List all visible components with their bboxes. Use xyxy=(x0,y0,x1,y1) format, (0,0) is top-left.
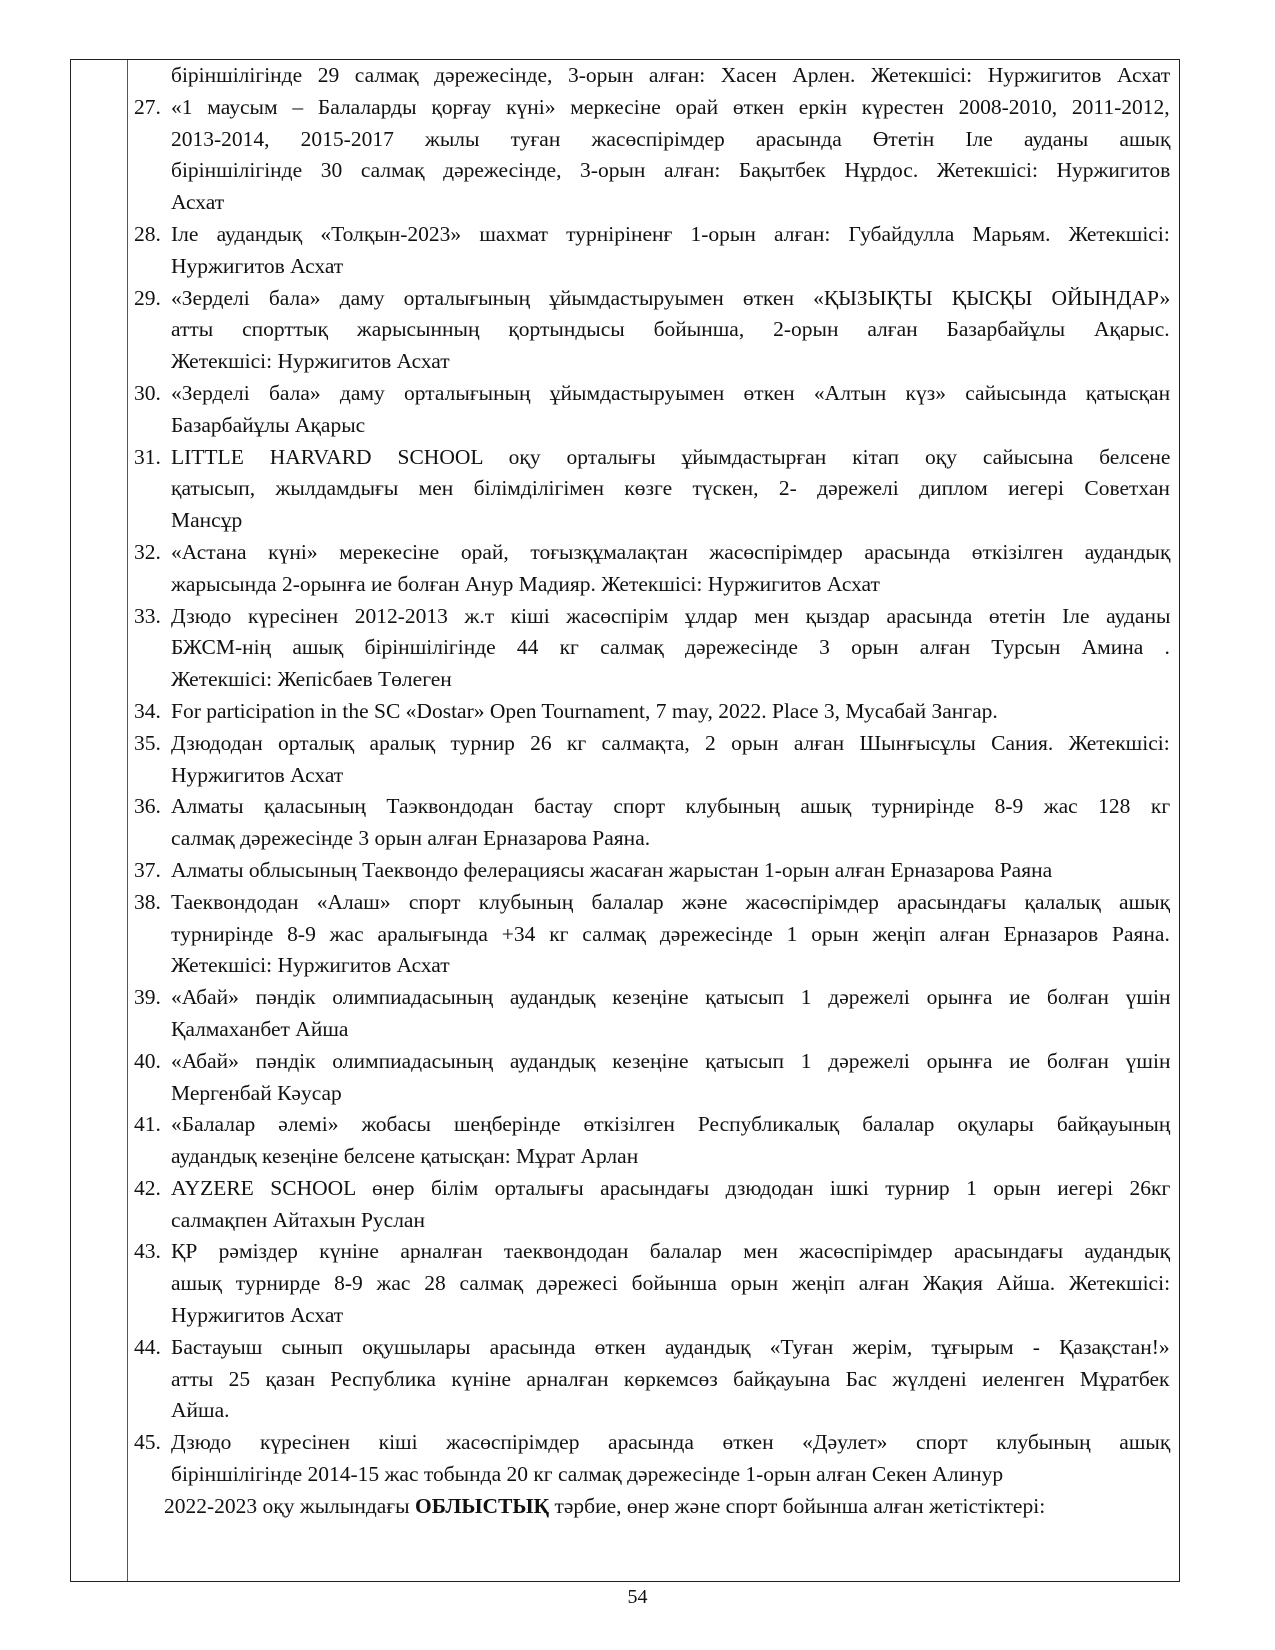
list-item-line xyxy=(134,378,1170,410)
section-heading-after: тәрбие, өнер және спорт бойынша алған жетістіктері: xyxy=(549,1493,1046,1518)
list-item-text: «Абай» пәндік олимпиадасының аудандық кезеңіне қатысып 1 дәрежелі орынға ие болған үшін xyxy=(171,1048,1171,1073)
list-item-line xyxy=(134,1364,1170,1396)
list-item-text: «Балалар әлемі» жобасы шеңберінде өткізілген Республикалық балалар оқулары байқауының xyxy=(171,1112,1171,1137)
list-item xyxy=(134,1332,1170,1427)
list-item-line xyxy=(134,569,1170,601)
list-item-text: Жетекшісі: Жепісбаев Төлеген xyxy=(171,667,452,692)
list-item-text: Жетекшісі: Нуржигитов Асхат xyxy=(171,349,450,374)
list-item xyxy=(134,283,1170,378)
list-item-text: «Зерделі бала» даму орталығының ұйымдастыруымен өткен «Алтын күз» сайысында қатысқан xyxy=(171,380,1171,405)
list-item-line xyxy=(134,728,1170,760)
list-item-text: Бастауыш сынып оқушылары арасында өткен аудандық «Туған жерім, тұғырым - Қазақстан!» xyxy=(171,1334,1170,1359)
list-item xyxy=(134,601,1170,696)
list-item-line xyxy=(134,982,1170,1014)
list-item-text: Базарбайұлы Ақарыс xyxy=(171,412,366,437)
list-item-line xyxy=(134,473,1170,505)
list-item-line xyxy=(134,283,1170,315)
list-item-line xyxy=(134,1109,1170,1141)
list-item-text: біріншілігінде 30 салмақ дәрежесінде, 3-орын алған: Бақытбек Нұрдос. Жетекшісі: Нуржигитов xyxy=(171,158,1171,183)
list-item-line xyxy=(134,219,1170,251)
list-item xyxy=(134,219,1170,283)
list-item-text: турнирінде 8-9 жас аралығында +34 кг салмақ дәрежесінде 1 орын жеңіп алған Ерназаров Раяна. xyxy=(171,921,1170,946)
list-item-number: 28. xyxy=(134,221,161,246)
list-item-number: 41. xyxy=(134,1112,161,1137)
list-item xyxy=(134,1236,1170,1331)
list-item-line xyxy=(134,410,1170,442)
list-item-text: атты спорттық жарысынның қортындысы бойынша, 2-орын алған Базарбайұлы Ақарыс. xyxy=(171,317,1170,342)
list-item-line xyxy=(134,1141,1170,1173)
list-item xyxy=(134,1046,1170,1110)
list-item-text: жарысында 2-орынға ие болған Анур Мадияр. Жетекшісі: Нуржигитов Асхат xyxy=(171,571,880,596)
list-item-number: 37. xyxy=(134,857,161,882)
list-item-text: Алматы қаласының Таэквондодан бастау спорт клубының ашық турнирінде 8-9 жас 128 кг xyxy=(171,794,1171,819)
list-item-line xyxy=(134,950,1170,982)
continuation-line xyxy=(134,60,1170,92)
list-item-text: AYZERE SCHOOL өнер білім орталығы арасындағы дзюдодан ішкі турнир 1 орын иегері 26кг xyxy=(171,1175,1171,1200)
list-item-number: 39. xyxy=(134,985,161,1010)
section-heading-bold: ОБЛЫСТЫҚ xyxy=(414,1493,550,1518)
list-item-text: Нуржигитов Асхат xyxy=(171,762,344,787)
list-item-line xyxy=(134,855,1170,887)
list-item-text: БЖСМ-нің ашық біріншілігінде 44 кг салмақ дәрежесінде 3 орын алған Турсын Амина . xyxy=(171,635,1170,660)
list-item-text: LITTLE HARVARD SCHOOL оқу орталығы ұйымдастырған кітап оқу сайысына белсене xyxy=(171,444,1171,469)
list-item-line xyxy=(134,601,1170,633)
list-item-text: Іле аудандық «Толқын-2023» шахмат турніріненғ 1-орын алған: Губайдулла Марьям. Жетекшісі: xyxy=(171,221,1170,246)
list-item-line xyxy=(134,1014,1170,1046)
section-heading-before: 2022-2023 оқу жылындағы xyxy=(164,1493,415,1518)
list-item-line xyxy=(134,632,1170,664)
list-item-line xyxy=(134,1205,1170,1237)
list-item-text: Мергенбай Кәусар xyxy=(171,1080,342,1105)
list-item-number: 27. xyxy=(134,94,161,119)
list-item-number: 32. xyxy=(134,539,161,564)
list-item-line xyxy=(134,251,1170,283)
list-item-line xyxy=(134,92,1170,124)
list-item xyxy=(134,887,1170,982)
list-item-number: 45. xyxy=(134,1430,161,1455)
list-item xyxy=(134,696,1170,728)
list-item-text: 2013-2014, 2015-2017 жылы туған жасөспірімдер арасында Өтетін Іле ауданы ашық xyxy=(171,126,1171,151)
list-item xyxy=(134,855,1170,887)
list-item-number: 42. xyxy=(134,1175,161,1200)
list-item-line xyxy=(134,664,1170,696)
list-item-text: Нуржигитов Асхат xyxy=(171,253,344,278)
list-item-line xyxy=(134,537,1170,569)
list-item-line xyxy=(134,1268,1170,1300)
list-item-line xyxy=(134,1046,1170,1078)
list-item-text: қатысып, жылдамдығы мен білімділігімен көзге түскен, 2- дәрежелі диплом иегері Советхан xyxy=(171,476,1170,501)
list-item-text: біріншілігінде 2014-15 жас тобында 20 кг салмақ дәрежесінде 1-орын алған Секен Алинур xyxy=(171,1462,1004,1487)
list-item-line xyxy=(134,1300,1170,1332)
list-item-line xyxy=(134,124,1170,156)
list-item-number: 38. xyxy=(134,889,161,914)
list-item-number: 34. xyxy=(134,698,161,723)
list-item xyxy=(134,537,1170,601)
list-item-line xyxy=(134,1173,1170,1205)
list-item-text: Мансұр xyxy=(171,508,243,533)
list-item-number: 33. xyxy=(134,603,161,628)
list-item-text: салмақпен Айтахын Руслан xyxy=(171,1207,425,1232)
list-item xyxy=(134,1109,1170,1173)
list-item-text: Алматы облысының Таеквондо фелерациясы жасаған жарыстан 1-орын алған Ерназарова Раяна xyxy=(171,857,1053,882)
list-item-number: 30. xyxy=(134,380,161,405)
list-item-line xyxy=(134,1236,1170,1268)
achievements-table xyxy=(70,59,1180,1582)
list-item-text: «Абай» пәндік олимпиадасының аудандық кезеңіне қатысып 1 дәрежелі орынға ие болған үшін xyxy=(171,985,1171,1010)
list-item-text: For participation in the SC «Dostar» Open Tournament, 7 may, 2022. Place 3, Мусабай Зангар. xyxy=(171,698,998,723)
list-item-text: Нуржигитов Асхат xyxy=(171,1303,344,1328)
list-item xyxy=(134,378,1170,442)
list-item-text: Асхат xyxy=(171,190,225,215)
list-item-line xyxy=(134,760,1170,792)
list-item-line xyxy=(134,346,1170,378)
list-item-line xyxy=(134,696,1170,728)
list-item-line xyxy=(134,887,1170,919)
list-item-line xyxy=(134,314,1170,346)
list-item-number: 31. xyxy=(134,444,161,469)
list-item-text: аудандық кезеңіне белсене қатысқан: Мұрат Арлан xyxy=(171,1144,639,1169)
list-item-number: 43. xyxy=(134,1239,161,1264)
list-item-line xyxy=(134,791,1170,823)
list-item-text: Дзюдо күресінен 2012-2013 ж.т кіші жасөспірім ұлдар мен қыздар арасында өтетін Іле ауданы xyxy=(171,603,1171,628)
achievements-list xyxy=(134,60,1170,1523)
list-item-text: Айша. xyxy=(171,1398,230,1423)
list-item-line xyxy=(134,919,1170,951)
page-number: 54 xyxy=(627,1586,648,1608)
list-item-text: Қалмаханбет Айша xyxy=(171,1016,349,1041)
list-item-text: Дзюдо күресінен кіші жасөспірімдер арасында өткен «Дәулет» спорт клубының ашық xyxy=(171,1430,1171,1455)
list-item xyxy=(134,1427,1170,1491)
list-item xyxy=(134,728,1170,792)
column-divider xyxy=(127,60,128,1581)
list-item-text: ҚР рәміздер күніне арналған таеквондодан балалар мен жасөспірімдер арасындағы аудандық xyxy=(171,1239,1171,1264)
list-item-number: 40. xyxy=(134,1048,161,1073)
list-item xyxy=(134,982,1170,1046)
list-item-number: 36. xyxy=(134,794,161,819)
list-item-line xyxy=(134,155,1170,187)
list-item-number: 35. xyxy=(134,730,161,755)
list-item-line xyxy=(134,505,1170,537)
list-item xyxy=(134,791,1170,855)
list-item-line xyxy=(134,1078,1170,1110)
list-item-text: Дзюдодан орталық аралық турнир 26 кг салмақта, 2 орын алған Шынғысұлы Сания. Жетекшісі: xyxy=(171,730,1170,755)
list-item-text: ашық турнирде 8-9 жас 28 салмақ дәрежесі бойынша орын жеңіп алған Жақия Айша. Жетекшісі: xyxy=(171,1271,1171,1296)
list-item xyxy=(134,442,1170,537)
list-item-text: Таеквондодан «Алаш» спорт клубының балалар және жасөспірімдер арасындағы қалалық ашық xyxy=(171,889,1171,914)
list-item xyxy=(134,1173,1170,1237)
list-item-line xyxy=(134,442,1170,474)
list-item xyxy=(134,92,1170,219)
list-item-line xyxy=(134,1459,1170,1491)
list-item-text: «Зерделі бала» даму орталығының ұйымдастыруымен өткен «ҚЫЗЫҚТЫ ҚЫСҚЫ ОЙЫНДАР» xyxy=(171,285,1171,310)
list-item-text: атты 25 қазан Республика күніне арналған көркемсөз байқауына Бас жүлдені иеленген Мұратбек xyxy=(171,1366,1170,1391)
list-item-text: «Астана күні» мерекесіне орай, тоғызқұмалақтан жасөспірімдер арасында өткізілген аудандық xyxy=(171,539,1171,564)
list-item-line xyxy=(134,187,1170,219)
list-item-line xyxy=(134,1332,1170,1364)
continuation-text: біріншілігінде 29 салмақ дәрежесінде, 3-орын алған: Хасен Арлен. Жетекшісі: Нуржигитов Асхат xyxy=(171,63,1171,87)
list-item-number: 44. xyxy=(134,1334,161,1359)
list-item-text: салмақ дәрежесінде 3 орын алған Ерназарова Раяна. xyxy=(171,826,651,851)
list-item-text: «1 маусым – Балаларды қорғау күні» меркесіне орай өткен еркін күрестен 2008-2010, 2011-2012, xyxy=(171,94,1170,119)
section-heading xyxy=(134,1491,1170,1523)
list-item-line xyxy=(134,823,1170,855)
list-item-text: Жетекшісі: Нуржигитов Асхат xyxy=(171,953,450,978)
list-item-number: 29. xyxy=(134,285,161,310)
list-item-line xyxy=(134,1427,1170,1459)
list-item-line xyxy=(134,1395,1170,1427)
